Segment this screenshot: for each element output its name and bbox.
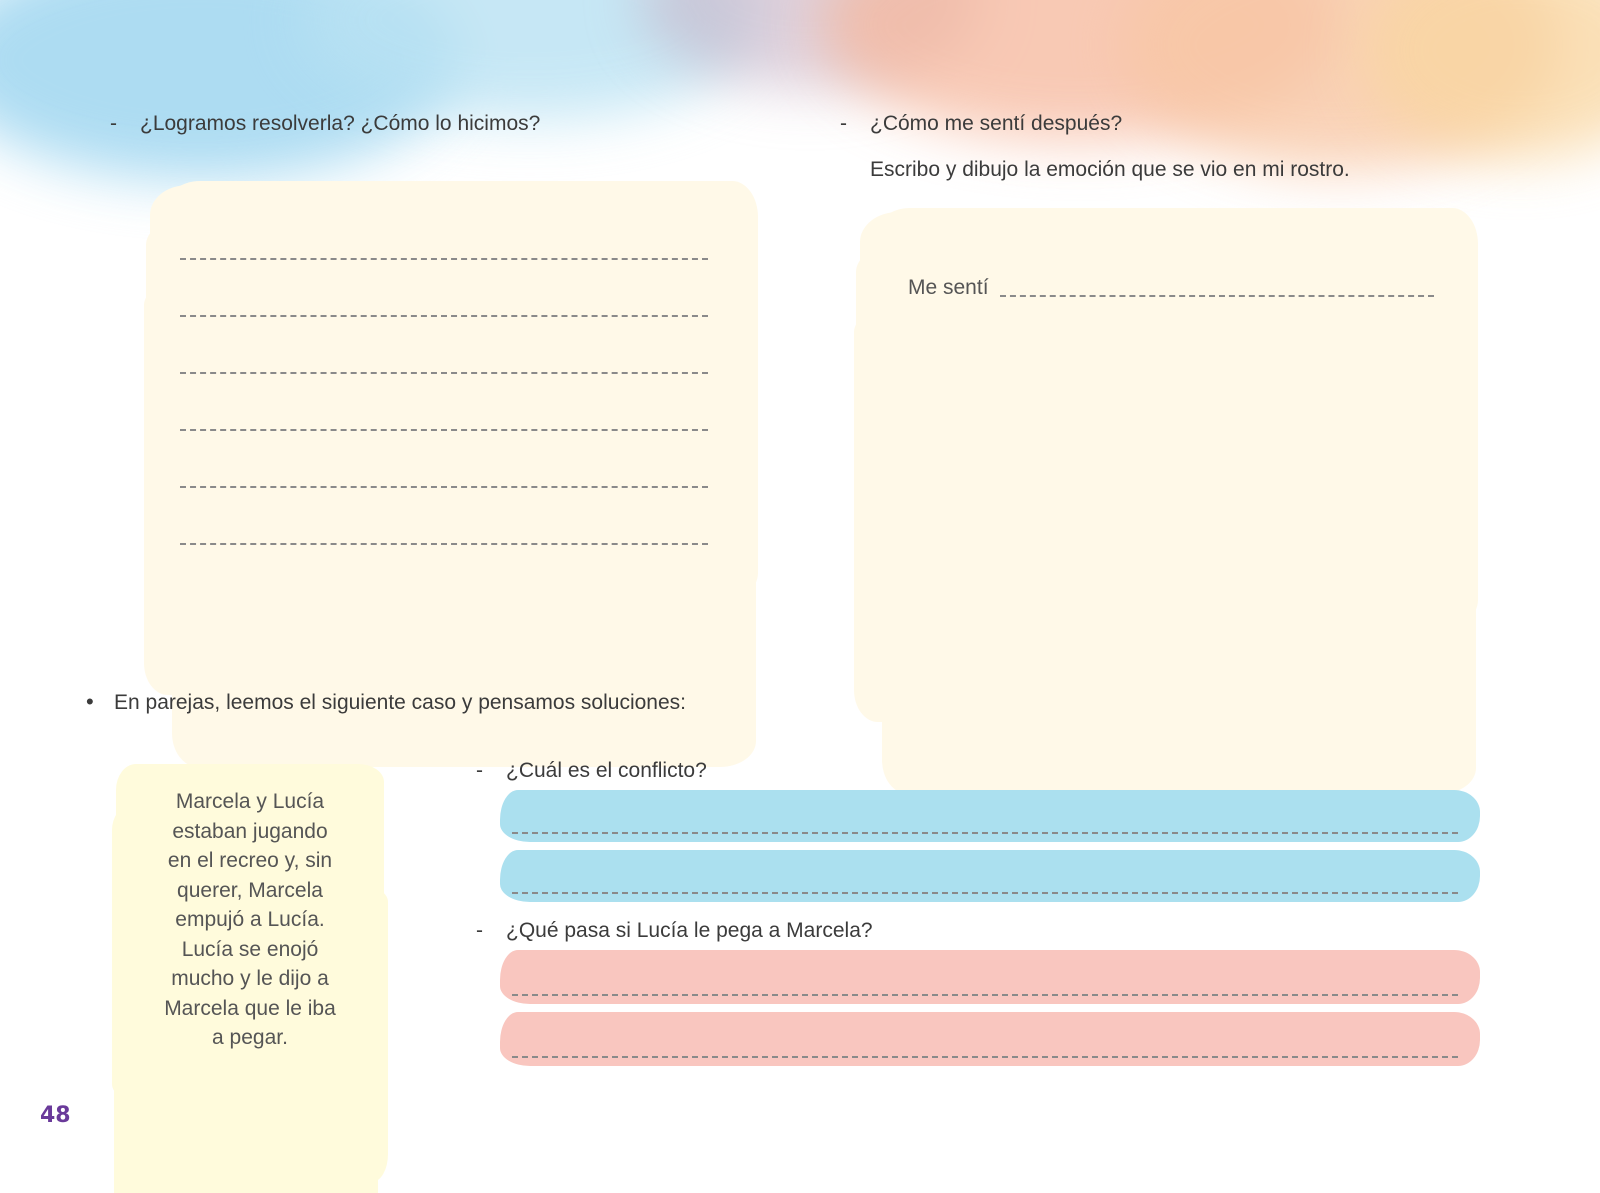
writing-line[interactable] <box>180 315 708 317</box>
story-line: estaban jugando <box>172 819 328 843</box>
answer-panel-left <box>150 185 750 615</box>
question-text: ¿Cuál es el conflicto? <box>506 759 707 782</box>
story-line: Lucía se enojó <box>181 937 319 961</box>
dash-marker: - <box>840 112 847 135</box>
feeling-caption: Me sentí <box>908 276 989 299</box>
writing-line[interactable] <box>512 1056 1458 1058</box>
writing-line[interactable] <box>180 543 708 545</box>
story-line: mucho y le dijo a <box>171 967 329 990</box>
bullet-marker: • <box>86 689 94 714</box>
writing-line[interactable] <box>512 994 1458 996</box>
writing-line[interactable] <box>512 832 1458 834</box>
question-resolved <box>110 112 540 136</box>
dash-marker: - <box>110 112 117 135</box>
question-feeling <box>840 112 1122 136</box>
question-text: ¿Cómo me sentí después? <box>870 112 1123 135</box>
story-line: a pegar. <box>212 1026 288 1049</box>
writing-line[interactable] <box>180 258 708 260</box>
story-line: en el recreo y, sin <box>167 849 333 872</box>
drawing-instruction: Escribo y dibujo la emoción que se vio en mi rostro. <box>870 158 1350 181</box>
answer-strip-blue[interactable] <box>500 790 1480 842</box>
writing-line[interactable] <box>180 429 708 431</box>
writing-line[interactable] <box>512 892 1458 894</box>
story-line: Marcela que le iba <box>164 996 336 1020</box>
dash-marker: - <box>476 919 483 942</box>
question-text: ¿Logramos resolverla? ¿Cómo lo hicimos? <box>140 112 541 135</box>
page-number: 48 <box>40 1103 71 1128</box>
answer-strip-pink[interactable] <box>500 950 1480 1004</box>
answer-strip-blue[interactable] <box>500 850 1480 902</box>
activity-instruction <box>86 689 686 715</box>
feeling-writing-line[interactable] <box>1000 295 1434 297</box>
answer-strip-pink[interactable] <box>500 1012 1480 1066</box>
story-line: Marcela y Lucía <box>175 790 325 813</box>
writing-line[interactable] <box>180 372 708 374</box>
question-text: ¿Qué pasa si Lucía le pega a Marcela? <box>506 919 873 942</box>
story-text <box>116 787 384 1053</box>
dash-marker: - <box>476 759 483 782</box>
question-conflict <box>476 759 707 783</box>
story-line: querer, Marcela <box>177 878 323 902</box>
story-line: empujó a Lucía. <box>175 908 325 931</box>
writing-line[interactable] <box>180 486 708 488</box>
question-consequence <box>476 919 873 943</box>
instruction-text: En parejas, leemos el siguiente caso y pensamos soluciones: <box>114 691 686 714</box>
